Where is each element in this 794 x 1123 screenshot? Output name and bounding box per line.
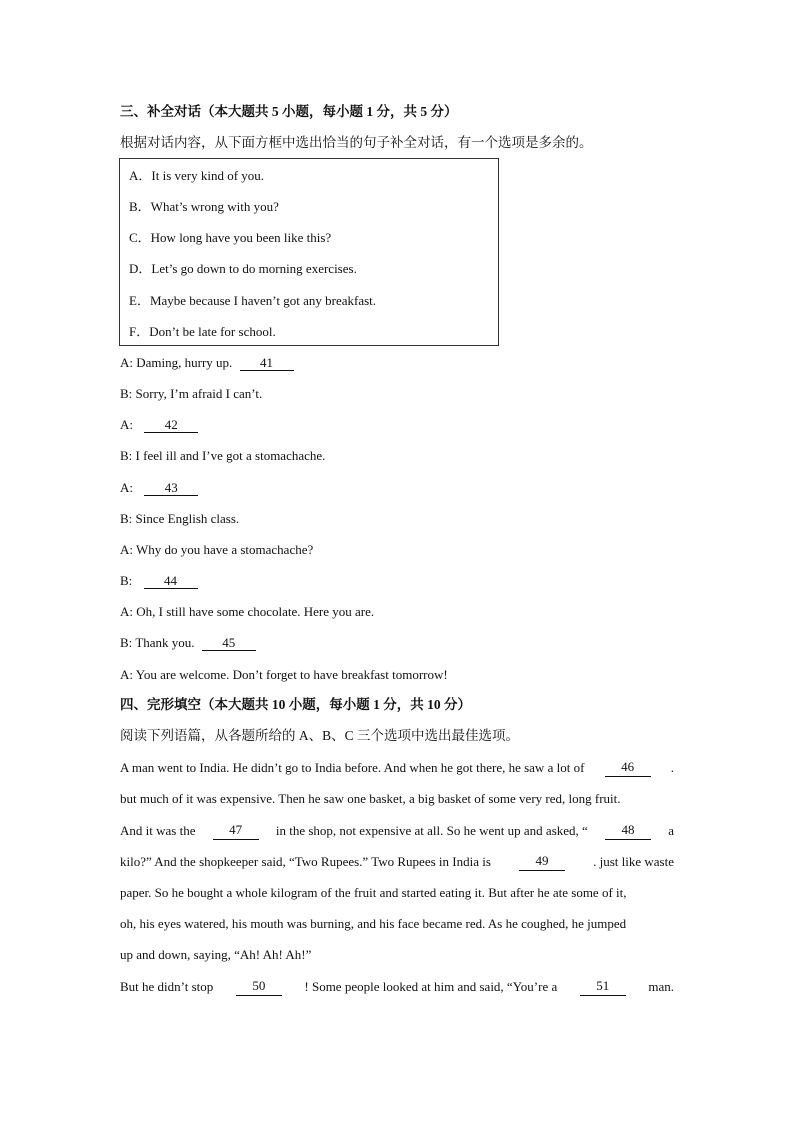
passage-text: but much of it was expensive. Then he saw one basket, a big basket of some very red, long fruit. — [120, 791, 621, 806]
speaker: B: — [120, 448, 133, 463]
passage-text: man. — [648, 979, 674, 994]
answer-blank-43[interactable]: 43 — [144, 480, 198, 496]
option-f: F．Don’t be late for school. — [129, 324, 276, 339]
speaker: A: — [120, 480, 133, 495]
dialogue-line — [120, 510, 239, 528]
speaker: A: — [120, 355, 133, 370]
answer-blank-48[interactable]: 48 — [605, 822, 651, 840]
dialogue-text: Thank you. — [135, 635, 195, 650]
option-a: A．It is very kind of you. — [129, 168, 265, 183]
answer-blank-49[interactable]: 49 — [519, 853, 565, 871]
dialogue-text: Since English class. — [135, 511, 240, 526]
section3-instruction: 根据对话内容，从下面方框中选出恰当的句子补全对话，有一个选项是多余的。 — [120, 135, 593, 150]
dialogue-text: Why do you have a stomachache? — [136, 542, 314, 557]
dialogue-line — [120, 541, 313, 559]
passage-text: And it was the — [120, 823, 196, 838]
speaker: B: — [120, 511, 133, 526]
dialogue-text: I feel ill and I’ve got a stomachache. — [135, 448, 326, 463]
dialogue-line — [120, 447, 325, 465]
answer-blank-50[interactable]: 50 — [236, 978, 282, 996]
dialogue-line — [120, 479, 202, 497]
dialogue-text: Daming, hurry up. — [136, 355, 233, 370]
option-d: D．Let’s go down to do morning exercises. — [129, 261, 357, 276]
passage-text: A man went to India. He didn’t go to India before. And when he got there, he saw a lot of — [120, 760, 585, 775]
dialogue-line — [120, 416, 202, 434]
passage-line — [120, 978, 674, 996]
passage-line — [120, 884, 674, 902]
answer-blank-41[interactable]: 41 — [240, 355, 294, 371]
section4-heading: 四、完形填空（本大题共 10 小题，每小题 1 分，共 10 分） — [120, 697, 471, 712]
passage-text: paper. So he bought a whole kilogram of the fruit and started eating it. But after he ate some of it, — [120, 885, 627, 900]
passage-text: . just like waste — [593, 854, 674, 869]
passage-line — [120, 822, 674, 840]
dialogue-line — [120, 603, 374, 621]
section4-instruction: 阅读下列语篇，从各题所给的 A、B、C 三个选项中选出最佳选项。 — [120, 728, 520, 743]
dialogue-line — [120, 354, 298, 372]
speaker: B: — [120, 386, 133, 401]
speaker: B: — [120, 635, 133, 650]
dialogue-text: Sorry, I’m afraid I can’t. — [135, 386, 263, 401]
speaker: A: — [120, 667, 133, 682]
answer-blank-44[interactable]: 44 — [144, 573, 198, 589]
passage-text: a — [668, 823, 674, 838]
passage-line — [120, 790, 674, 808]
passage-text: kilo?” And the shopkeeper said, “Two Rupees.” Two Rupees in India is — [120, 854, 491, 869]
passage-text: . — [670, 760, 674, 775]
passage-text: ! Some people looked at him and said, “You’re a — [304, 979, 558, 994]
dialogue-text: Oh, I still have some chocolate. Here you are. — [136, 604, 375, 619]
option-b: B．What’s wrong with you? — [129, 199, 279, 214]
dialogue-line — [120, 634, 260, 652]
answer-blank-45[interactable]: 45 — [202, 635, 256, 651]
answer-blank-46[interactable]: 46 — [605, 759, 651, 777]
dialogue-text: You are welcome. Don’t forget to have breakfast tomorrow! — [135, 667, 448, 682]
passage-text: oh, his eyes watered, his mouth was burning, and his face became red. As he coughed, he jumped — [120, 916, 627, 931]
passage-text: in the shop, not expensive at all. So he went up and asked, “ — [275, 823, 588, 838]
speaker: A: — [120, 542, 133, 557]
section3-heading: 三、补全对话（本大题共 5 小题，每小题 1 分，共 5 分） — [120, 104, 458, 119]
answer-blank-47[interactable]: 47 — [213, 822, 259, 840]
speaker: A: — [120, 604, 133, 619]
passage-line — [120, 946, 674, 964]
speaker: A: — [120, 417, 133, 432]
option-e: E．Maybe because I haven’t got any breakfast. — [129, 293, 377, 308]
dialogue-line — [120, 666, 448, 684]
passage-line — [120, 853, 674, 871]
answer-blank-51[interactable]: 51 — [580, 978, 626, 996]
dialogue-line — [120, 385, 262, 403]
option-c: C．How long have you been like this? — [129, 230, 332, 245]
passage-text: up and down, saying, “Ah! Ah! Ah!” — [120, 947, 312, 962]
answer-blank-42[interactable]: 42 — [144, 417, 198, 433]
speaker: B: — [120, 573, 133, 588]
passage-text: But he didn’t stop — [120, 979, 214, 994]
passage-line — [120, 759, 674, 777]
dialogue-line — [120, 572, 202, 590]
passage-line — [120, 915, 674, 933]
options-box — [119, 158, 499, 346]
